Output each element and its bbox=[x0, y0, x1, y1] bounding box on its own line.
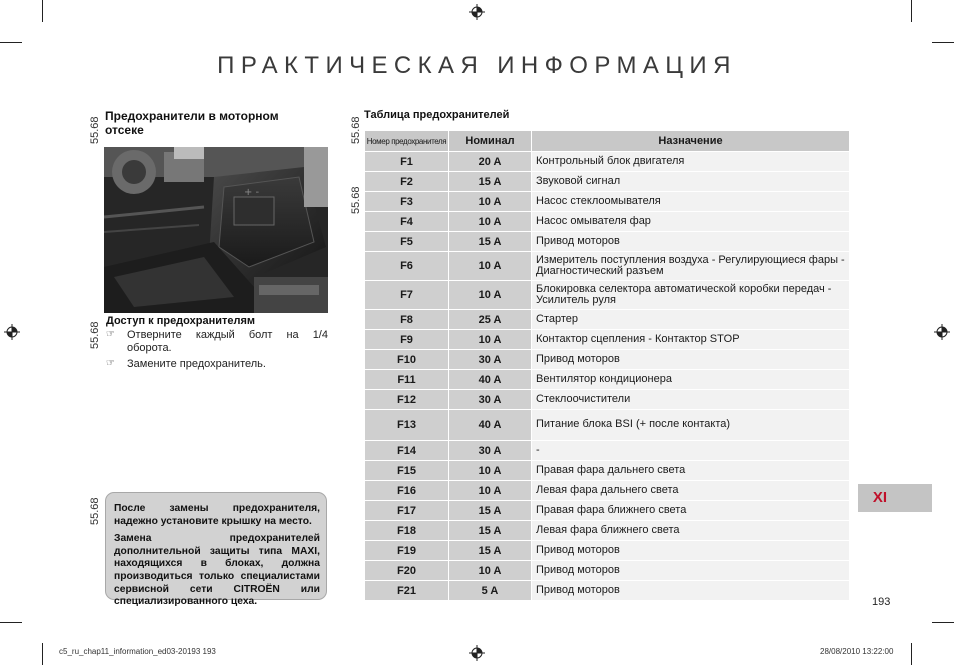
instruction-text: Отверните каждый болт на 1/4 оборота. bbox=[127, 329, 328, 354]
crop-mark bbox=[0, 622, 22, 623]
table-title: Таблица предохранителей bbox=[364, 109, 510, 121]
purpose-cell: - bbox=[532, 441, 850, 461]
purpose-cell: Вентилятор кондиционера bbox=[532, 370, 850, 390]
page-title: ПРАКТИЧЕСКАЯ ИНФОРМАЦИЯ bbox=[217, 52, 737, 79]
table-header-row bbox=[365, 131, 850, 152]
footer-file-info: c5_ru_chap11_information_ed03-20193 193 bbox=[59, 647, 216, 656]
purpose-cell: Измеритель поступления воздуха - Регулирующиеся фары - Диагностический разъем bbox=[532, 252, 850, 281]
purpose-cell: Насос стеклоомывателя bbox=[532, 192, 850, 212]
fuse-number-cell: F8 bbox=[365, 310, 449, 330]
fuse-number-cell: F12 bbox=[365, 390, 449, 410]
registration-target-icon bbox=[934, 324, 950, 340]
instruction-text: Замените предохранитель. bbox=[127, 358, 266, 370]
purpose-cell: Левая фара дальнего света bbox=[532, 481, 850, 501]
engine-fusebox-photo bbox=[104, 147, 328, 313]
registration-target-icon bbox=[4, 324, 20, 340]
crop-mark bbox=[42, 0, 43, 22]
rating-cell: 15 A bbox=[449, 541, 532, 561]
fuse-number-cell: F19 bbox=[365, 541, 449, 561]
column-header-rating: Номинал bbox=[449, 131, 532, 152]
fuse-number-cell: F18 bbox=[365, 521, 449, 541]
table-row bbox=[365, 281, 850, 310]
purpose-cell: Стеклоочистители bbox=[532, 390, 850, 410]
rating-cell: 15 A bbox=[449, 232, 532, 252]
fuse-number-cell: F1 bbox=[365, 152, 449, 172]
fuse-table-body bbox=[365, 152, 850, 601]
rating-cell: 30 A bbox=[449, 350, 532, 370]
purpose-cell: Левая фара ближнего света bbox=[532, 521, 850, 541]
rating-cell: 40 A bbox=[449, 410, 532, 441]
table-row bbox=[365, 561, 850, 581]
table-row bbox=[365, 581, 850, 601]
side-code: 55.68 bbox=[89, 321, 101, 349]
section-heading: Предохранители в моторном отсеке bbox=[105, 109, 279, 137]
crop-mark bbox=[932, 622, 954, 623]
fuse-number-cell: F11 bbox=[365, 370, 449, 390]
rating-cell: 10 A bbox=[449, 561, 532, 581]
instruction-item bbox=[106, 358, 328, 371]
rating-cell: 15 A bbox=[449, 172, 532, 192]
rating-cell: 30 A bbox=[449, 441, 532, 461]
note-paragraph: После замены предохранителя, надежно установите крышку на место. bbox=[114, 503, 320, 527]
access-heading: Доступ к предохранителям bbox=[106, 315, 256, 327]
fuse-number-cell: F6 bbox=[365, 252, 449, 281]
fuse-number-cell: F14 bbox=[365, 441, 449, 461]
side-code: 55.68 bbox=[89, 116, 101, 144]
footer-timestamp: 28/08/2010 13:22:00 bbox=[820, 647, 894, 656]
table-row bbox=[365, 172, 850, 192]
table-row bbox=[365, 232, 850, 252]
purpose-cell: Контактор сцепления - Контактор STOP bbox=[532, 330, 850, 350]
rating-cell: 20 A bbox=[449, 152, 532, 172]
table-row bbox=[365, 461, 850, 481]
fuse-number-cell: F5 bbox=[365, 232, 449, 252]
crop-mark bbox=[0, 42, 22, 43]
fuse-number-cell: F3 bbox=[365, 192, 449, 212]
table-row bbox=[365, 541, 850, 561]
svg-text:+ -: + - bbox=[244, 187, 260, 198]
rating-cell: 40 A bbox=[449, 370, 532, 390]
purpose-cell: Контрольный блок двигателя bbox=[532, 152, 850, 172]
side-code: 55.68 bbox=[350, 186, 362, 214]
pointing-hand-icon: ☞ bbox=[106, 358, 115, 369]
rating-cell: 30 A bbox=[449, 390, 532, 410]
purpose-cell: Привод моторов bbox=[532, 541, 850, 561]
column-header-fuse-number: Номер предохранителя bbox=[365, 131, 449, 152]
rating-cell: 15 A bbox=[449, 521, 532, 541]
purpose-cell: Стартер bbox=[532, 310, 850, 330]
fuse-table bbox=[364, 130, 850, 601]
table-row bbox=[365, 212, 850, 232]
table-row bbox=[365, 410, 850, 441]
page-number: 193 bbox=[872, 596, 891, 608]
table-row bbox=[365, 310, 850, 330]
column-header-purpose: Назначение bbox=[532, 131, 850, 152]
table-row bbox=[365, 481, 850, 501]
registration-target-icon bbox=[469, 4, 485, 20]
rating-cell: 10 A bbox=[449, 252, 532, 281]
crop-mark bbox=[911, 0, 912, 22]
instruction-list bbox=[106, 329, 328, 375]
rating-cell: 15 A bbox=[449, 501, 532, 521]
table-row bbox=[365, 330, 850, 350]
purpose-cell: Звуковой сигнал bbox=[532, 172, 850, 192]
purpose-cell: Питание блока BSI (+ после контакта) bbox=[532, 410, 850, 441]
fuse-number-cell: F21 bbox=[365, 581, 449, 601]
fuse-number-cell: F7 bbox=[365, 281, 449, 310]
purpose-cell: Привод моторов bbox=[532, 561, 850, 581]
rating-cell: 25 A bbox=[449, 310, 532, 330]
table-row bbox=[365, 152, 850, 172]
table-row bbox=[365, 501, 850, 521]
table-row bbox=[365, 252, 850, 281]
purpose-cell: Правая фара ближнего света bbox=[532, 501, 850, 521]
table-row bbox=[365, 441, 850, 461]
rating-cell: 5 A bbox=[449, 581, 532, 601]
side-code: 55.68 bbox=[89, 497, 101, 525]
rating-cell: 10 A bbox=[449, 330, 532, 350]
table-row bbox=[365, 390, 850, 410]
fuse-number-cell: F15 bbox=[365, 461, 449, 481]
purpose-cell: Привод моторов bbox=[532, 232, 850, 252]
table-row bbox=[365, 521, 850, 541]
fuse-number-cell: F20 bbox=[365, 561, 449, 581]
pointing-hand-icon: ☞ bbox=[106, 329, 115, 340]
table-row bbox=[365, 192, 850, 212]
table-row bbox=[365, 370, 850, 390]
crop-mark bbox=[932, 42, 954, 43]
purpose-cell: Привод моторов bbox=[532, 350, 850, 370]
chapter-tab-label: XI bbox=[872, 489, 888, 506]
instruction-item bbox=[106, 329, 328, 354]
note-paragraph: Замена предохранителей дополнительной защиты типа MAXI, находящихся в блоках, должна производиться только специалистами сервисной сети CITROËN или специализированного цеха. bbox=[114, 533, 320, 608]
purpose-cell: Насос омывателя фар bbox=[532, 212, 850, 232]
purpose-cell: Блокировка селектора автоматической коробки передач - Усилитель руля bbox=[532, 281, 850, 310]
fuse-number-cell: F2 bbox=[365, 172, 449, 192]
crop-mark bbox=[911, 643, 912, 665]
fuse-number-cell: F10 bbox=[365, 350, 449, 370]
fuse-number-cell: F4 bbox=[365, 212, 449, 232]
rating-cell: 10 A bbox=[449, 461, 532, 481]
purpose-cell: Правая фара дальнего света bbox=[532, 461, 850, 481]
fuse-number-cell: F17 bbox=[365, 501, 449, 521]
fuse-number-cell: F13 bbox=[365, 410, 449, 441]
fuse-number-cell: F9 bbox=[365, 330, 449, 350]
fuse-number-cell: F16 bbox=[365, 481, 449, 501]
table-row bbox=[365, 350, 850, 370]
rating-cell: 10 A bbox=[449, 481, 532, 501]
warning-note-box bbox=[105, 492, 327, 608]
purpose-cell: Привод моторов bbox=[532, 581, 850, 601]
side-code: 55.68 bbox=[350, 116, 362, 144]
rating-cell: 10 A bbox=[449, 281, 532, 310]
rating-cell: 10 A bbox=[449, 212, 532, 232]
crop-mark bbox=[42, 643, 43, 665]
rating-cell: 10 A bbox=[449, 192, 532, 212]
registration-target-icon bbox=[469, 645, 485, 661]
